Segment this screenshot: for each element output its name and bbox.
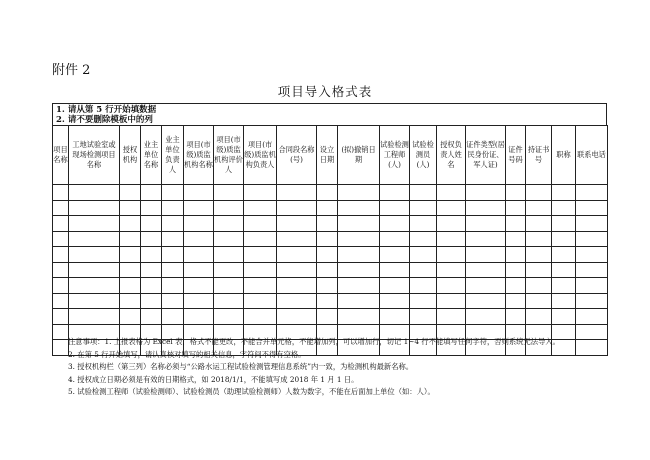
table-cell [69,293,120,309]
table-cell [437,293,466,309]
table-cell [69,262,120,278]
table-cell [576,231,608,247]
table-cell [69,309,120,325]
table-cell [410,278,437,294]
instruction-line: 2. 请不要删除模板中的列 [56,115,153,125]
table-cell [120,231,141,247]
table-cell [506,278,526,294]
table-row [53,185,608,201]
table-cell [120,309,141,325]
table-row [53,200,608,216]
table-cell [317,247,338,263]
table-cell [244,185,277,201]
table-cell [317,293,338,309]
table-cell [338,309,380,325]
table-cell [506,185,526,201]
table-cell [184,247,214,263]
table-cell [437,309,466,325]
col-inspectors: 试验检测员(人) [410,126,437,185]
table-cell [184,231,214,247]
table-cell [526,278,552,294]
table-cell [69,231,120,247]
table-row [53,309,608,325]
table-cell [506,309,526,325]
instructions-box [52,103,607,126]
table-body [53,185,608,356]
table-cell [317,309,338,325]
table-cell [437,200,466,216]
table-cell [162,231,184,247]
table-cell [120,262,141,278]
table-cell [338,216,380,232]
table-cell [380,262,410,278]
footnote: 4. 授权成立日期必须是有效的日期格式，如 2018/1/1，不能填写成 2018 年 1 月 1 日。 [68,374,359,384]
footnotes [68,336,628,399]
table-cell [141,216,162,232]
table-cell [410,309,437,325]
table-cell [244,200,277,216]
table-cell [317,231,338,247]
table-cell [317,262,338,278]
import-format-table [52,125,608,356]
table-cell [526,216,552,232]
table-cell [437,231,466,247]
col-supervision-head: 项目(市级)质监机构负责人 [244,126,277,185]
table-cell [380,278,410,294]
table-cell [466,231,506,247]
table-cell [214,262,244,278]
table-cell [120,247,141,263]
table-cell [162,293,184,309]
table-cell [141,185,162,201]
table-cell [53,185,69,201]
table-cell [380,216,410,232]
table-cell [380,185,410,201]
table-cell [506,216,526,232]
col-lab-name: 工地试验室或现场检测项目名称 [69,126,120,185]
table-cell [162,309,184,325]
table-cell [214,247,244,263]
table-cell [338,278,380,294]
table-cell [466,247,506,263]
table-cell [120,278,141,294]
table-cell [576,309,608,325]
table-cell [380,293,410,309]
col-authorized-person: 授权负责人姓名 [437,126,466,185]
table-cell [53,278,69,294]
table-cell [506,200,526,216]
header-row [53,126,608,185]
table-cell [410,247,437,263]
col-owner-head: 业主单位负责人 [162,126,184,185]
table-cell [552,278,576,294]
col-title: 职称 [552,126,576,185]
table-cell [552,216,576,232]
table-cell [338,231,380,247]
table-cell [120,200,141,216]
table-cell [466,200,506,216]
table-cell [244,262,277,278]
table-cell [466,278,506,294]
col-setup-date: 设立日期 [317,126,338,185]
table-cell [526,262,552,278]
col-project-name: 项目名称 [53,126,69,185]
table-cell [437,278,466,294]
table-cell [576,278,608,294]
table-cell [410,293,437,309]
table-cell [506,247,526,263]
col-id-type: 证件类型(居民身份证、军人证) [466,126,506,185]
table-cell [184,200,214,216]
table-cell [466,309,506,325]
table-cell [214,185,244,201]
table-cell [576,185,608,201]
table-cell [53,293,69,309]
table-row [53,216,608,232]
table-cell [576,293,608,309]
table-cell [69,200,120,216]
table-cell [437,247,466,263]
table-cell [338,247,380,263]
table-cell [162,216,184,232]
table-cell [69,278,120,294]
table-cell [526,293,552,309]
table-cell [141,200,162,216]
table-cell [141,231,162,247]
table-cell [277,216,317,232]
table-cell [184,309,214,325]
table-row [53,293,608,309]
table-row [53,278,608,294]
table-cell [53,231,69,247]
table-cell [410,185,437,201]
table-cell [53,216,69,232]
table-cell [141,293,162,309]
table-cell [576,200,608,216]
table-cell [162,185,184,201]
table-cell [214,293,244,309]
table-cell [244,231,277,247]
table-cell [526,231,552,247]
table-cell [576,262,608,278]
table-row [53,231,608,247]
table-cell [277,309,317,325]
footnote: 5. 试验检测工程师（试验检测师）、试验检测员（助理试验检测师）人数为数字，不能在后面加上单位（如：人）。 [68,387,435,397]
table-cell [552,262,576,278]
table-cell [120,185,141,201]
table-cell [317,200,338,216]
table-cell [184,216,214,232]
table-cell [214,200,244,216]
footnote: 注意事项：1. 上报表格为 Excel 表，格式不能更改，不能合并单元格，不能增加列，可以增加行，切记 1~4 行不能填写任何字符，否则系统无法导入。 [68,337,560,346]
table-cell [244,293,277,309]
table-cell [380,231,410,247]
table-cell [53,200,69,216]
table-cell [380,247,410,263]
table-cell [526,185,552,201]
table-cell [120,216,141,232]
table-cell [53,309,69,325]
table-cell [244,278,277,294]
table-cell [162,200,184,216]
table-cell [53,340,69,356]
table-cell [506,231,526,247]
table-cell [437,185,466,201]
table-row [53,247,608,263]
attachment-label: 附件 2 [52,63,91,78]
table-cell [466,216,506,232]
table-cell [141,262,162,278]
table-cell [526,247,552,263]
footnote: 3. 授权机构栏（第三列）名称必须与“公路水运工程试验检测管理信息系统”内一致，为检测机构最新名称。 [68,362,414,372]
table-cell [162,247,184,263]
table-cell [410,216,437,232]
table-cell [338,185,380,201]
table-cell [184,185,214,201]
table-cell [506,293,526,309]
table-cell [526,309,552,325]
table-row [53,262,608,278]
table-cell [552,185,576,201]
table-cell [380,200,410,216]
table-cell [69,247,120,263]
table-cell [162,278,184,294]
table-cell [141,247,162,263]
instruction-line: 1. 请从第 5 行开始填数据 [56,105,157,115]
table-cell [53,247,69,263]
table-cell [552,231,576,247]
table-cell [526,200,552,216]
table-cell [552,293,576,309]
table-cell [184,278,214,294]
table-cell [214,309,244,325]
table-cell [317,278,338,294]
col-supervision-org: 项目(市级)质监机构名称 [184,126,214,185]
col-certificate-number: 持证书号 [526,126,552,185]
table-cell [317,216,338,232]
col-id-number: 证件号码 [506,126,526,185]
table-cell [552,309,576,325]
table-cell [410,262,437,278]
table-cell [277,278,317,294]
table-cell [576,247,608,263]
table-cell [120,293,141,309]
table-cell [277,231,317,247]
table-cell [338,293,380,309]
table-cell [244,247,277,263]
table-cell [466,185,506,201]
table-cell [53,324,69,340]
col-supervision-evaluator: 项目(市级)质监机构评价人 [214,126,244,185]
table-cell [466,293,506,309]
table-cell [69,185,120,201]
table-cell [277,262,317,278]
table-cell [53,262,69,278]
table-cell [244,309,277,325]
table-cell [466,262,506,278]
table-cell [214,231,244,247]
table-cell [214,216,244,232]
footnote: 2. 在第 5 行开始填写，请认真核对填写的相关信息，字符间不得有空格。 [68,349,306,359]
col-engineers: 试验检测工程师(人) [380,126,410,185]
page-title: 项目导入格式表 [277,84,373,99]
table-cell [184,262,214,278]
table-cell [244,216,277,232]
col-phone: 联系电话 [576,126,608,185]
table-cell [437,216,466,232]
table-cell [162,262,184,278]
table-cell [184,293,214,309]
table-cell [437,262,466,278]
table-cell [410,200,437,216]
table-cell [277,200,317,216]
table-cell [338,262,380,278]
table-cell [338,200,380,216]
table-cell [552,247,576,263]
table-cell [141,278,162,294]
table-cell [317,185,338,201]
table-cell [552,200,576,216]
col-authorized-org: 授权机构 [120,126,141,185]
table-cell [277,247,317,263]
table-cell [410,231,437,247]
table-cell [506,262,526,278]
table-cell [576,216,608,232]
table-cell [277,185,317,201]
col-cancel-date: (拟)撤销日期 [338,126,380,185]
col-contract-section: 合同段名称(号) [277,126,317,185]
table-cell [141,309,162,325]
col-owner-unit: 业主单位名称 [141,126,162,185]
table-cell [277,293,317,309]
table-cell [380,309,410,325]
table-cell [214,278,244,294]
table-cell [69,216,120,232]
